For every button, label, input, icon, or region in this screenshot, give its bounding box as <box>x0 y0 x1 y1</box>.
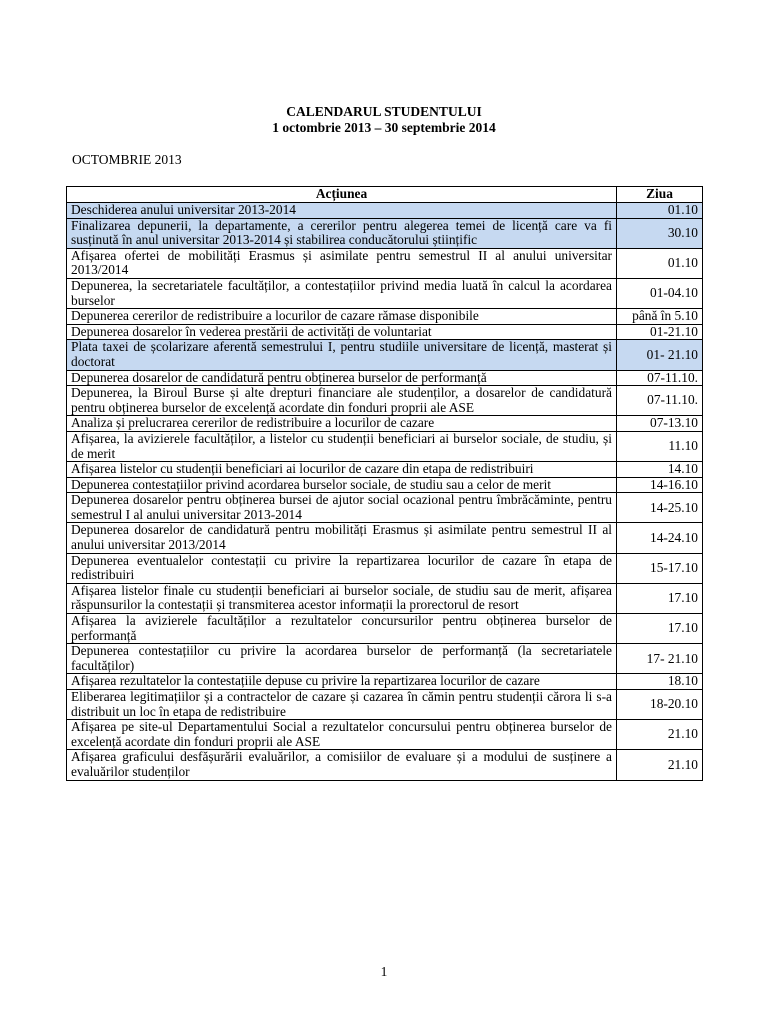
day-cell: 14-25.10 <box>617 493 703 523</box>
day-cell: 17- 21.10 <box>617 644 703 674</box>
action-cell: Afișarea ofertei de mobilități Erasmus și asimilate pentru semestrul II al anului universitar 2013/2014 <box>67 248 617 278</box>
table-row <box>67 462 703 478</box>
action-cell: Depunerea dosarelor în vederea prestării de activități de voluntariat <box>67 324 617 340</box>
day-cell: 14.10 <box>617 462 703 478</box>
day-cell: 18.10 <box>617 674 703 690</box>
action-cell: Depunerea cererilor de redistribuire a locurilor de cazare rămase disponibile <box>67 309 617 325</box>
day-cell: până în 5.10 <box>617 309 703 325</box>
day-cell: 21.10 <box>617 750 703 780</box>
action-cell: Depunerea, la Biroul Burse și alte drepturi financiare ale studenților, a dosarelor de candidatură pentru obținerea burselor de excelență acordate din fonduri proprii ale ASE <box>67 386 617 416</box>
table-row <box>67 477 703 493</box>
day-cell: 30.10 <box>617 218 703 248</box>
table-row <box>67 583 703 613</box>
day-cell: 01.10 <box>617 248 703 278</box>
action-cell: Deschiderea anului universitar 2013-2014 <box>67 203 617 219</box>
table-row <box>67 523 703 553</box>
action-cell: Depunerea eventualelor contestații cu privire la repartizarea locurilor de cazare în etapa de redistribuiri <box>67 553 617 583</box>
action-cell: Afișarea rezultatelor la contestațiile depuse cu privire la repartizarea locurilor de cazare <box>67 674 617 690</box>
calendar-table <box>66 186 703 781</box>
day-cell: 07-13.10 <box>617 416 703 432</box>
table-row <box>67 324 703 340</box>
action-cell: Depunerea dosarelor de candidatură pentru mobilități Erasmus și asimilate pentru semestrul II al anului universitar 2013/2014 <box>67 523 617 553</box>
table-row <box>67 248 703 278</box>
day-cell: 17.10 <box>617 614 703 644</box>
calendar-table-body <box>67 203 703 781</box>
table-row <box>67 690 703 720</box>
action-cell: Afișarea listelor finale cu studenții beneficiari ai burselor sociale, de studiu sau de merit, afișarea răspunsurilor la contestații și transmiterea acestor informații la prorectorul de resort <box>67 583 617 613</box>
table-row <box>67 370 703 386</box>
day-cell: 01-04.10 <box>617 278 703 308</box>
action-cell: Depunerea contestațiilor cu privire la acordarea burselor de performanță (la secretariatele facultăților) <box>67 644 617 674</box>
table-row <box>67 309 703 325</box>
day-cell: 01- 21.10 <box>617 340 703 370</box>
day-cell: 21.10 <box>617 720 703 750</box>
document-title: CALENDARUL STUDENTULUI <box>286 104 482 119</box>
column-header-action: Acțiunea <box>67 187 617 203</box>
day-cell: 15-17.10 <box>617 553 703 583</box>
action-cell: Afișarea pe site-ul Departamentului Social a rezultatelor concursului pentru obținerea burselor de excelență acordate din fonduri proprii ale ASE <box>67 720 617 750</box>
table-row <box>67 386 703 416</box>
document-period: 1 octombrie 2013 – 30 septembrie 2014 <box>272 120 496 135</box>
table-row <box>67 644 703 674</box>
table-row <box>67 493 703 523</box>
table-row <box>67 218 703 248</box>
day-cell: 14-16.10 <box>617 477 703 493</box>
action-cell: Analiza și prelucrarea cererilor de redistribuire a locurilor de cazare <box>67 416 617 432</box>
table-row <box>67 431 703 461</box>
table-row <box>67 614 703 644</box>
day-cell: 11.10 <box>617 431 703 461</box>
day-cell: 18-20.10 <box>617 690 703 720</box>
action-cell: Afișarea listelor cu studenții beneficiari ai locurilor de cazare din etapa de redistribuiri <box>67 462 617 478</box>
action-cell: Finalizarea depunerii, la departamente, a cererilor pentru alegerea temei de licență care va fi susținută în anul universitar 2013-2014 și stabilirea conducătorului științific <box>67 218 617 248</box>
table-row <box>67 720 703 750</box>
action-cell: Depunerea contestațiilor privind acordarea burselor sociale, de studiu sau a celor de merit <box>67 477 617 493</box>
month-heading: OCTOMBRIE 2013 <box>72 152 182 167</box>
action-cell: Plata taxei de școlarizare aferentă semestrului I, pentru studiile universitare de licență, masterat și doctorat <box>67 340 617 370</box>
day-cell: 01.10 <box>617 203 703 219</box>
action-cell: Depunerea dosarelor pentru obținerea bursei de ajutor social ocazional pentru îmbrăcăminte, pentru semestrul I al anului universitar 2013-2014 <box>67 493 617 523</box>
action-cell: Eliberarea legitimațiilor și a contractelor de cazare și cazarea în cămin pentru studenții cărora li s-a distribuit un loc în etapa de redistribuire <box>67 690 617 720</box>
action-cell: Afișarea, la avizierele facultăților, a listelor cu studenții beneficiari ai burselor sociale, de studiu, și de merit <box>67 431 617 461</box>
action-cell: Afișarea la avizierele facultăților a rezultatelor concursurilor pentru obținerea burselor de performanță <box>67 614 617 644</box>
day-cell: 01-21.10 <box>617 324 703 340</box>
table-row <box>67 674 703 690</box>
day-cell: 07-11.10. <box>617 370 703 386</box>
table-row <box>67 340 703 370</box>
column-header-day: Ziua <box>617 187 703 203</box>
day-cell: 17.10 <box>617 583 703 613</box>
table-row <box>67 203 703 219</box>
day-cell: 07-11.10. <box>617 386 703 416</box>
table-row <box>67 750 703 780</box>
day-cell: 14-24.10 <box>617 523 703 553</box>
table-row <box>67 278 703 308</box>
table-row <box>67 553 703 583</box>
page-number: 1 <box>380 964 388 979</box>
table-header-row <box>67 187 703 203</box>
table-row <box>67 416 703 432</box>
action-cell: Afișarea graficului desfășurării evaluărilor, a comisiilor de evaluare și a modului de susținere a evaluărilor studenților <box>67 750 617 780</box>
action-cell: Depunerea dosarelor de candidatură pentru obținerea burselor de performanță <box>67 370 617 386</box>
action-cell: Depunerea, la secretariatele facultăților, a contestațiilor privind media luată în calcul la acordarea burselor <box>67 278 617 308</box>
